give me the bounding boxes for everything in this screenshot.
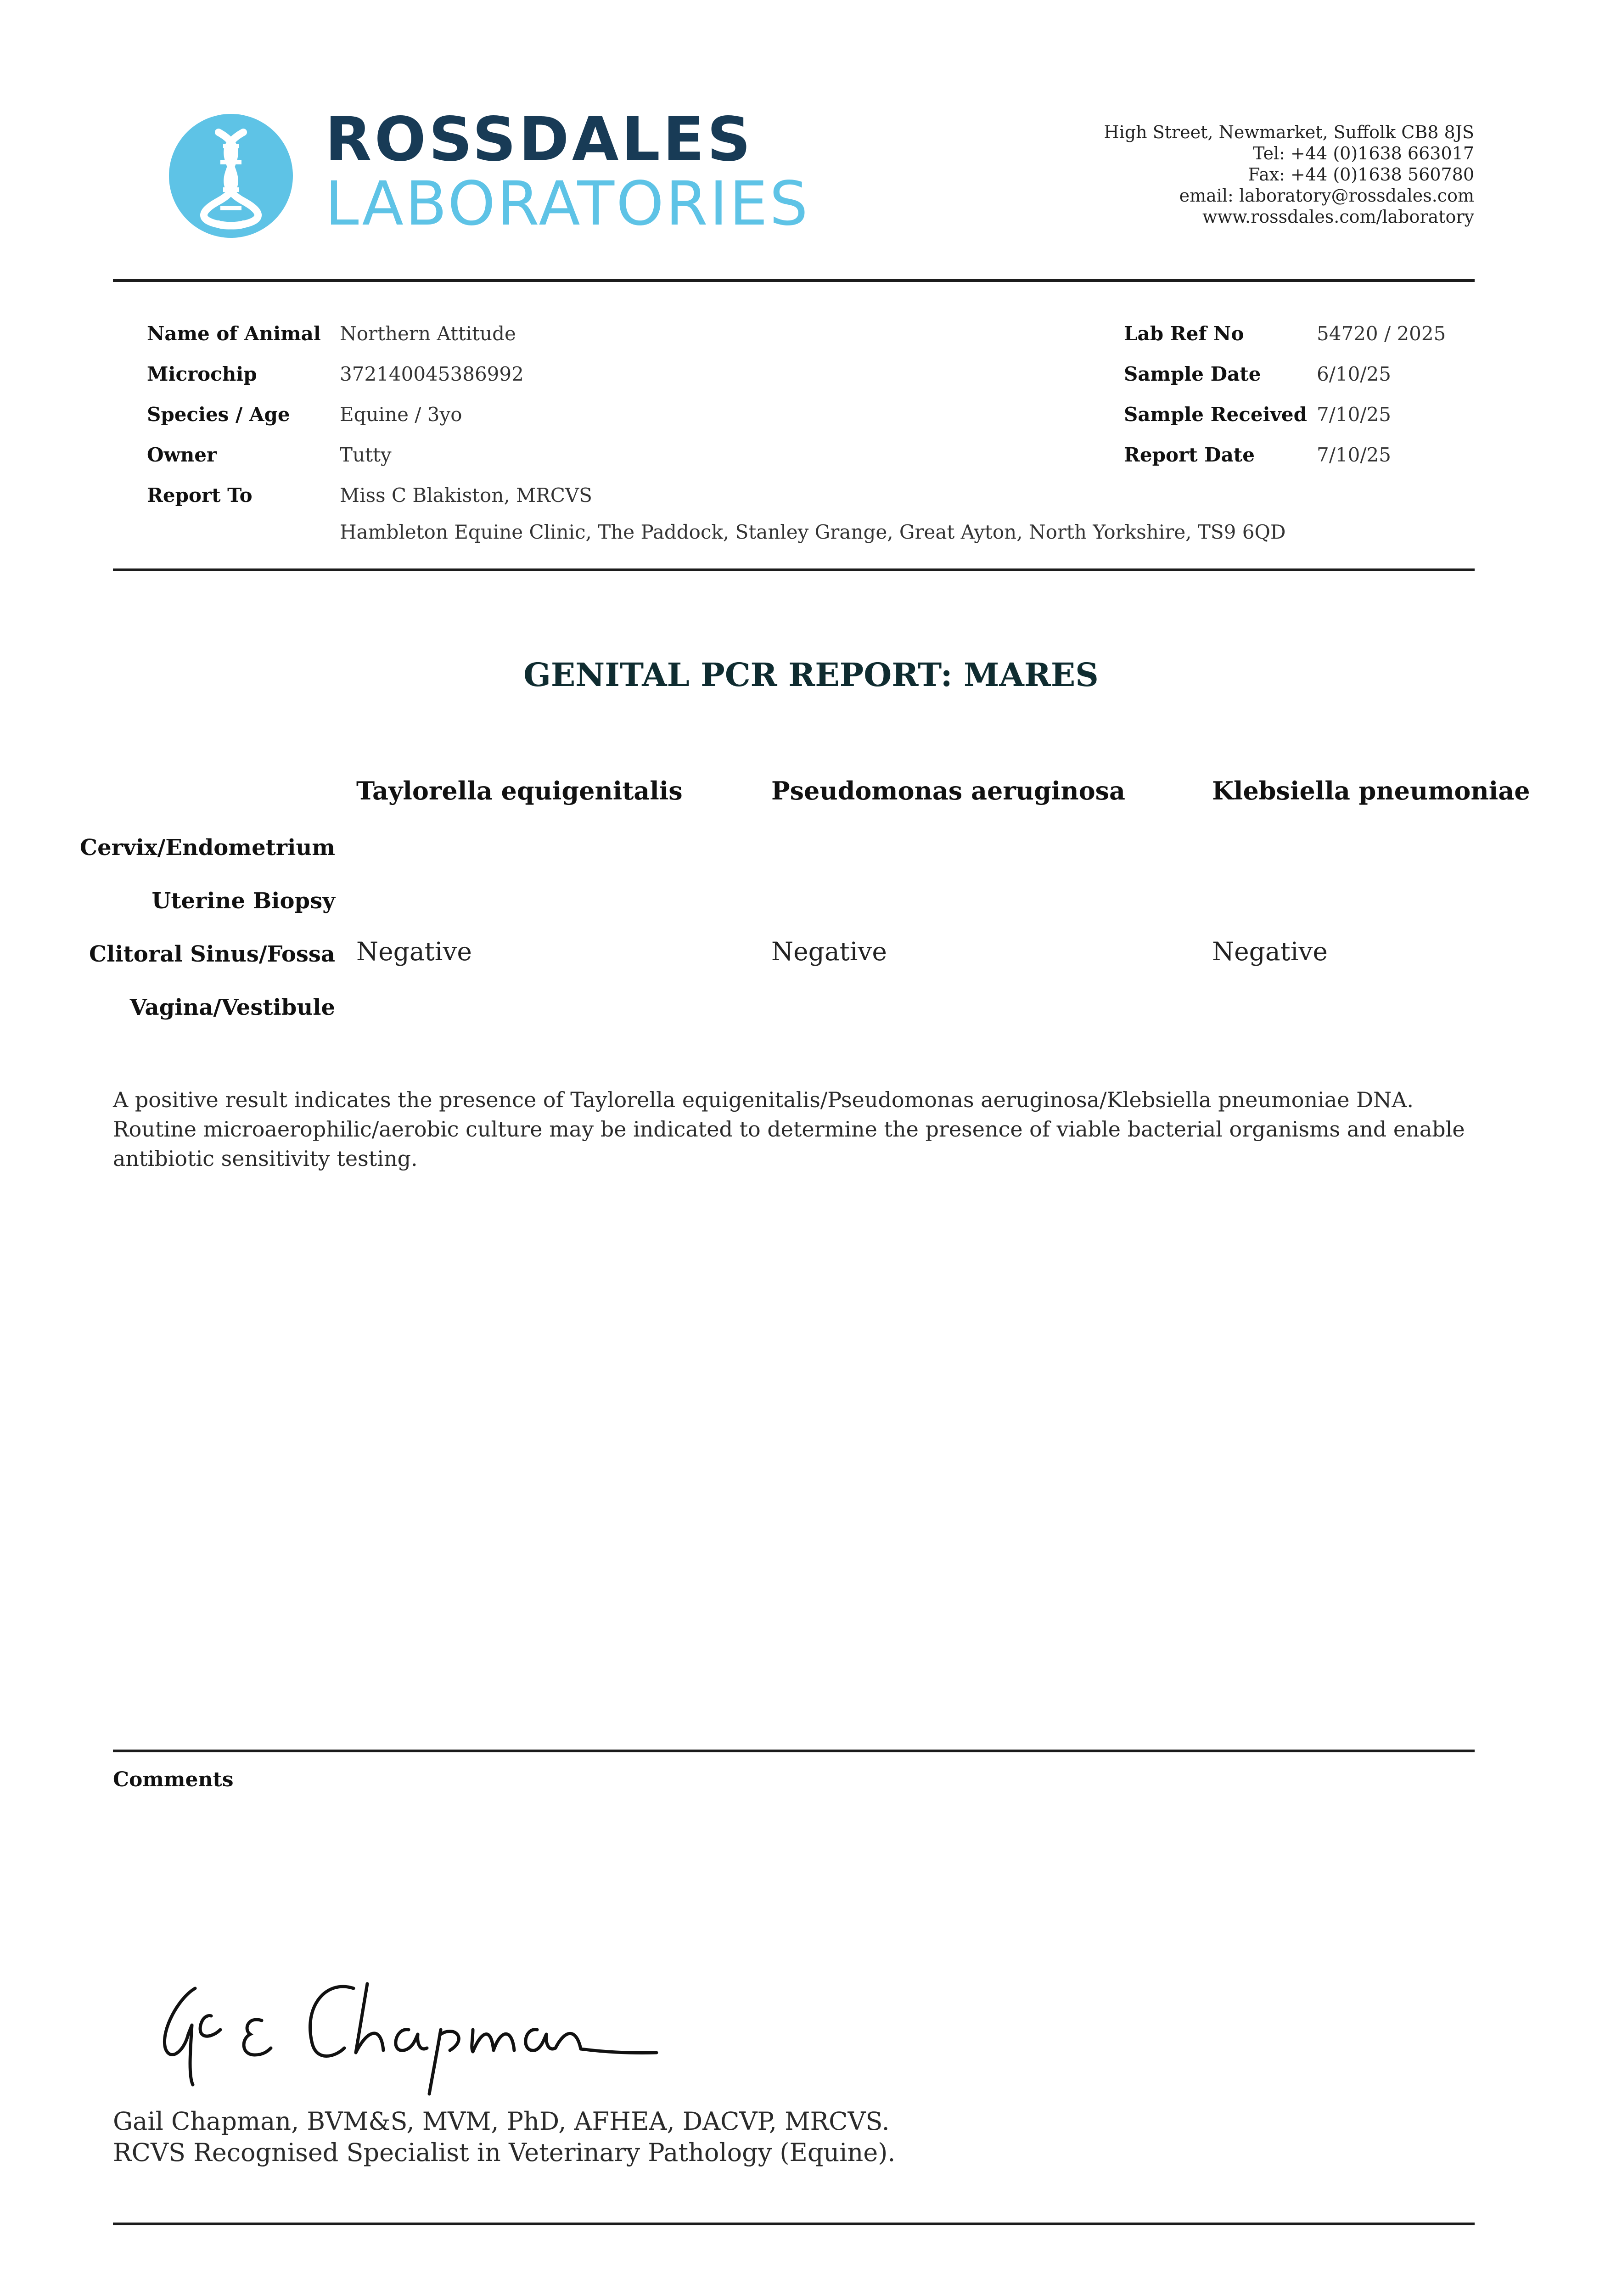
- lab-ref-value: 54720 / 2025: [1317, 322, 1446, 345]
- report-date-label: Report Date: [1124, 444, 1255, 466]
- signatory-name: Gail Chapman, BVM&S, MVM, PhD, AFHEA, DACVP, MRCVS.: [113, 2107, 890, 2136]
- interpretation-note: A positive result indicates the presence of Taylorella equigenitalis/Pseudomonas aeruginosa/Klebsiella pneumoniae DNA. Routine microaerophilic/aerobic culture may be indicated to determine the presence of viable bacterial organisms and enable antibiotic sensitivity testing.: [113, 1087, 1465, 1171]
- owner-value: Tutty: [340, 444, 392, 466]
- report-to-value: Miss C Blakiston, MRCVS: [340, 484, 592, 506]
- brand-name-line2: LABORATORIES: [325, 169, 810, 239]
- report-title: GENITAL PCR REPORT: MARES: [523, 656, 1099, 694]
- contact-address: High Street, Newmarket, Suffolk CB8 8JS: [1104, 122, 1474, 142]
- brand-name-line1: ROSSDALES: [325, 104, 754, 175]
- column-header-klebsiella: Klebsiella pneumoniae: [1212, 776, 1530, 805]
- sample-received-value: 7/10/25: [1317, 403, 1391, 426]
- header-divider: [113, 279, 1475, 282]
- result-klebsiella-negative: Negative: [1212, 937, 1328, 966]
- row-label-vagina-vestibule: Vagina/Vestibule: [129, 995, 335, 1020]
- report-to-label: Report To: [147, 484, 253, 506]
- handwritten-signature: [152, 1970, 666, 2105]
- sample-date-value: 6/10/25: [1317, 363, 1391, 385]
- logo-mark: [169, 114, 293, 238]
- lab-ref-label: Lab Ref No: [1124, 322, 1244, 345]
- animal-name-value: Northern Attitude: [340, 322, 516, 345]
- microchip-label: Microchip: [147, 363, 257, 385]
- contact-website: www.rossdales.com/laboratory: [1202, 207, 1474, 227]
- row-label-cervix-endometrium: Cervix/Endometrium: [79, 835, 335, 861]
- sample-received-label: Sample Received: [1124, 403, 1308, 426]
- microchip-value: 372140045386992: [340, 363, 524, 385]
- contact-fax: Fax: +44 (0)1638 560780: [1248, 164, 1474, 185]
- info-divider: [113, 568, 1475, 571]
- footer-divider: [113, 2223, 1475, 2225]
- row-label-uterine-biopsy: Uterine Biopsy: [152, 888, 335, 914]
- owner-label: Owner: [147, 444, 217, 466]
- dna-helix-icon: [169, 114, 293, 238]
- result-pseudomonas-negative: Negative: [771, 937, 887, 966]
- comments-divider: [113, 1750, 1475, 1752]
- contact-block: [1104, 122, 1474, 227]
- species-age-label: Species / Age: [147, 403, 290, 426]
- comments-label: Comments: [113, 1768, 234, 1791]
- contact-email: email: laboratory@rossdales.com: [1179, 186, 1474, 206]
- species-age-value: Equine / 3yo: [340, 403, 462, 426]
- signatory-title: RCVS Recognised Specialist in Veterinary Pathology (Equine).: [113, 2138, 896, 2167]
- report-to-address: Hambleton Equine Clinic, The Paddock, Stanley Grange, Great Ayton, North Yorkshire, TS9 6QD: [340, 521, 1286, 543]
- column-header-taylorella: Taylorella equigenitalis: [356, 776, 683, 805]
- sample-date-label: Sample Date: [1124, 363, 1261, 385]
- report-date-value: 7/10/25: [1317, 444, 1391, 466]
- contact-tel: Tel: +44 (0)1638 663017: [1253, 143, 1474, 163]
- column-header-pseudomonas: Pseudomonas aeruginosa: [771, 776, 1126, 805]
- animal-name-label: Name of Animal: [147, 322, 321, 345]
- row-label-clitoral-sinus-fossa: Clitoral Sinus/Fossa: [89, 941, 335, 967]
- result-taylorella-negative: Negative: [356, 937, 472, 966]
